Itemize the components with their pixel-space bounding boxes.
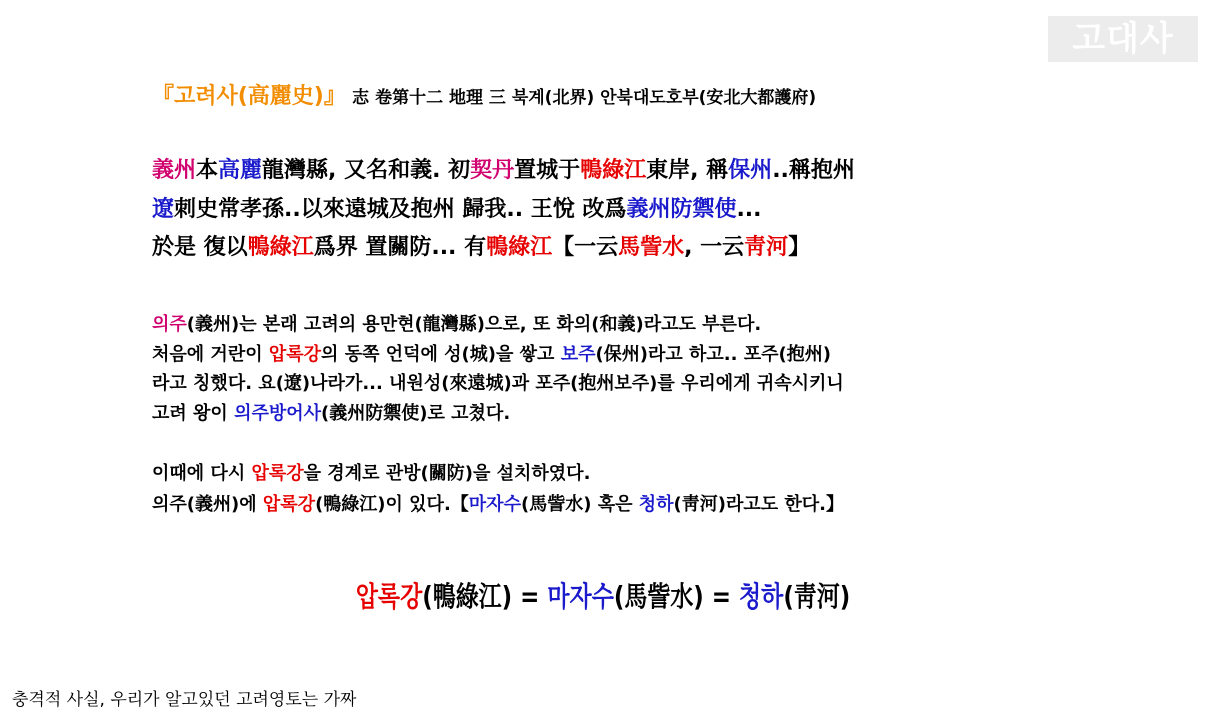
korean-text: (馬訾水) 혹은 — [520, 494, 639, 515]
korean-text: 압록강 — [251, 463, 304, 484]
hanja-text: 爲界 置關防... 有 — [313, 235, 487, 260]
hanja-text: 靑河 — [744, 235, 789, 260]
source-title — [152, 82, 816, 113]
korean-text: 마자수 — [468, 494, 521, 515]
korean-text: 의주 — [152, 314, 187, 335]
korean-text: 처음에 거란이 — [152, 344, 269, 365]
korean-text: (保州)라고 하고.. 포주(抱州) — [595, 344, 831, 365]
hanja-text: 刺史常孝孫..以來遠城及抱州 歸我.. 王悅 改爲 — [174, 197, 627, 222]
korean-line-2 — [152, 341, 831, 369]
korean-text: 압록강 — [262, 494, 316, 515]
river-equation — [109, 574, 1098, 620]
korean-text: (義州防禦使)로 고쳤다. — [321, 403, 511, 424]
korean-line-3 — [152, 370, 844, 398]
hanja-text: 鴨綠江 — [486, 235, 553, 260]
hanja-line-3 — [152, 231, 810, 264]
hanja-text: 高麗 — [218, 158, 263, 183]
video-caption: 충격적 사실, 우리가 알고있던 고려영토는 가짜 — [12, 690, 357, 710]
hanja-line-1 — [152, 154, 855, 187]
korean-text: 의 동쪽 언덕에 성(城)을 쌓고 — [321, 344, 561, 365]
source-book-title: 『고려사(高麗史)』 — [152, 84, 346, 109]
korean-text: 의주방어사 — [234, 403, 322, 424]
korean-text: 청하 — [638, 494, 674, 515]
hanja-text: ..稱抱州 — [772, 158, 855, 183]
hanja-text: 東岸, 稱 — [646, 158, 729, 183]
korean-text: 이때에 다시 — [152, 463, 252, 484]
equation-term: (鴨綠江) = — [422, 580, 548, 613]
korean-text: 압록강 — [268, 344, 322, 365]
hanja-text: 鴨綠江 — [247, 235, 314, 260]
hanja-text: 遼 — [152, 197, 175, 222]
korean-text: (義州)는 본래 고려의 용만현(龍灣縣)으로, 또 화의(和義)라고도 부른다. — [186, 314, 762, 335]
hanja-text: 【一云 — [552, 235, 619, 260]
korean-text: 을 경계로 관방(關防)을 설치하였다. — [303, 463, 591, 484]
hanja-text: 】 — [788, 235, 811, 260]
hanja-text: 契丹 — [470, 158, 515, 183]
hanja-text: 保州 — [728, 158, 773, 183]
korean-line-6 — [152, 491, 844, 519]
korean-text: 보주 — [560, 344, 596, 365]
hanja-text: 本 — [196, 158, 219, 183]
equation-term: 청하 — [739, 580, 784, 613]
source-chapter: 志 卷第十二 地理 三 북계(北界) 안북대도호부(安北大都護府) — [352, 88, 817, 108]
hanja-text: 於是 復以 — [152, 235, 248, 260]
hanja-text: 龍灣縣, 又名和義. 初 — [262, 158, 471, 183]
hanja-text: 置城于 — [514, 158, 581, 183]
equation-term: 압록강 — [355, 580, 423, 613]
korean-line-5 — [152, 460, 590, 488]
hanja-text: 鴨綠江 — [580, 158, 647, 183]
korean-text: 라고 칭했다. 요(遼)나라가... 내원성(來遠城)과 포주(抱州보주)를 우리에게 귀속시키니 — [152, 373, 844, 394]
korean-text: 의주(義州)에 — [152, 494, 263, 515]
hanja-line-2 — [152, 193, 762, 226]
korean-line-1 — [152, 311, 761, 339]
hanja-text: 義州防禦使 — [626, 197, 737, 222]
korean-text: (鴨綠江)이 있다.【 — [315, 494, 469, 515]
hanja-text: 馬訾水 — [618, 235, 685, 260]
hanja-text: 義州 — [152, 158, 197, 183]
hanja-text: , 一云 — [684, 235, 745, 260]
equation-term: 마자수 — [547, 580, 614, 613]
korean-text: (靑河)라고도 한다.】 — [673, 494, 845, 515]
equation-term: (靑河) — [783, 580, 851, 613]
hanja-text: ... — [736, 197, 762, 222]
equation-term: (馬訾水) = — [613, 580, 740, 613]
channel-watermark: 고대사TV — [1048, 16, 1198, 62]
korean-text: 고려 왕이 — [152, 403, 235, 424]
korean-line-4 — [152, 400, 510, 428]
